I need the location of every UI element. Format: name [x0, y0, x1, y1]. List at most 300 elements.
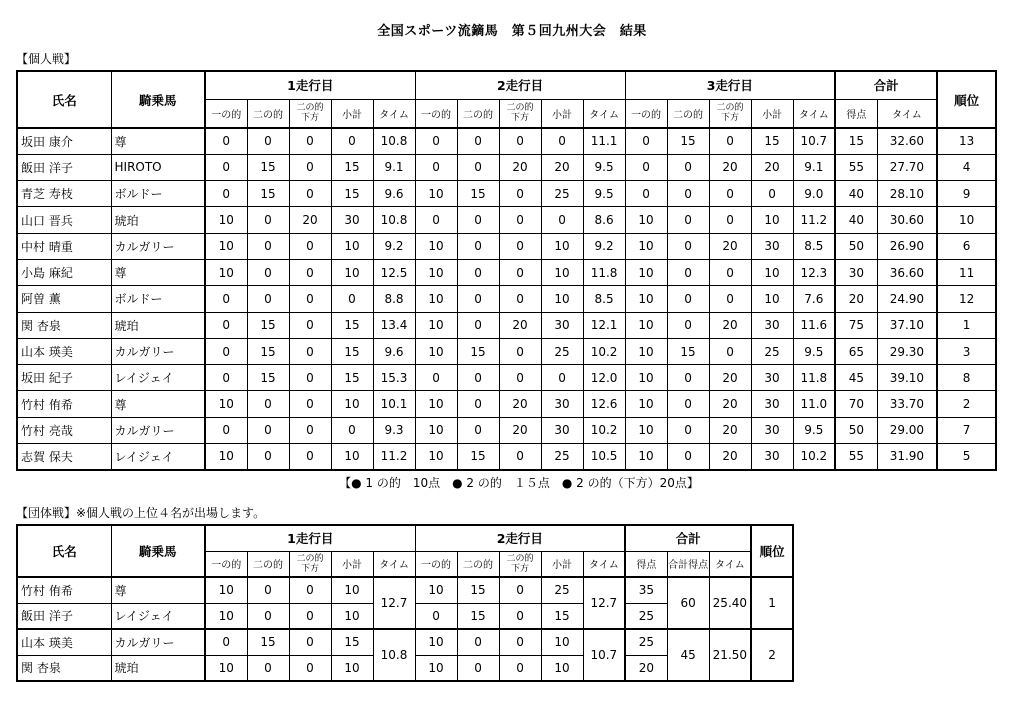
subheader-t2low-line1: 二の的 — [506, 553, 534, 564]
r2-target2-score: 15 — [457, 181, 499, 207]
rider-name: 小島 麻紀 — [17, 259, 111, 285]
team-subheader-t2: 二の的 — [247, 551, 289, 577]
r3-subtotal: 0 — [751, 181, 793, 207]
r1-target2-lower-score: 0 — [289, 603, 331, 629]
subheader-t2low-line1: 二の的 — [296, 553, 324, 564]
r1-target1-score: 0 — [205, 365, 247, 391]
ind-subheader-t2: 二の的 — [457, 99, 499, 128]
r3-subtotal: 30 — [751, 391, 793, 417]
ind-subheader-sub: 小計 — [541, 99, 583, 128]
r1-subtotal: 10 — [331, 655, 373, 681]
r1-subtotal: 15 — [331, 312, 373, 338]
r3-target2-lower-score: 20 — [709, 233, 751, 259]
table-row — [17, 207, 996, 233]
r1-subtotal: 15 — [331, 629, 373, 655]
horse-name: レイジェイ — [111, 365, 205, 391]
r1-subtotal: 0 — [331, 417, 373, 443]
r1-target1-score: 10 — [205, 391, 247, 417]
table-row — [17, 233, 996, 259]
r3-target1-score: 10 — [625, 444, 667, 470]
r3-subtotal: 30 — [751, 444, 793, 470]
r3-run-time: 8.5 — [793, 233, 835, 259]
r2-subtotal: 0 — [541, 128, 583, 154]
r2-run-time: 10.5 — [583, 444, 625, 470]
r2-target2-score: 0 — [457, 259, 499, 285]
rank: 12 — [937, 286, 996, 312]
r1-target2-lower-score: 0 — [289, 233, 331, 259]
ind-subheader-t1: 一の的 — [415, 99, 457, 128]
rank: 13 — [937, 128, 996, 154]
r3-target2-lower-score: 0 — [709, 338, 751, 364]
r1-target2-lower-score: 0 — [289, 629, 331, 655]
r1-target2-lower-score: 20 — [289, 207, 331, 233]
r2-subtotal: 25 — [541, 181, 583, 207]
r3-target1-score: 10 — [625, 259, 667, 285]
r2-subtotal: 10 — [541, 286, 583, 312]
r3-run-time: 9.0 — [793, 181, 835, 207]
r2-target2-score: 0 — [457, 417, 499, 443]
individual-results-table — [16, 70, 997, 471]
r1-target2-lower-score: 0 — [289, 128, 331, 154]
r2-target1-score: 10 — [415, 259, 457, 285]
page-title: 全国スポーツ流鏑馬 第５回九州大会 結果 — [377, 24, 647, 39]
r3-run-time: 10.2 — [793, 444, 835, 470]
r2-target2-lower-score: 0 — [499, 603, 541, 629]
r1-subtotal: 30 — [331, 207, 373, 233]
r3-target2-score: 0 — [667, 312, 709, 338]
ind-subheader-sub: 小計 — [751, 99, 793, 128]
r2-target1-score: 0 — [415, 154, 457, 180]
total-time: 31.90 — [877, 444, 937, 470]
rank: 3 — [937, 338, 996, 364]
header-run1: 1走行目 — [205, 71, 415, 99]
ind-subheader-sub: 小計 — [331, 99, 373, 128]
total-score: 40 — [835, 207, 877, 233]
r1-target1-score: 10 — [205, 603, 247, 629]
r3-target2-lower-score: 20 — [709, 312, 751, 338]
r3-target2-lower-score: 0 — [709, 259, 751, 285]
r1-target2-lower-score: 0 — [289, 365, 331, 391]
team-total-time: 25.40 — [709, 577, 751, 629]
rider-name: 飯田 洋子 — [17, 154, 111, 180]
rank: 2 — [937, 391, 996, 417]
r2-target2-lower-score: 0 — [499, 233, 541, 259]
r2-target2-lower-score: 0 — [499, 286, 541, 312]
r3-run-time: 7.6 — [793, 286, 835, 312]
r2-subtotal: 25 — [541, 577, 583, 603]
r2-target2-score: 0 — [457, 312, 499, 338]
subheader-t2low-line2: 下方 — [300, 113, 319, 124]
total-score: 30 — [835, 259, 877, 285]
r2-target2-score: 0 — [457, 128, 499, 154]
total-time: 24.90 — [877, 286, 937, 312]
rank: 11 — [937, 259, 996, 285]
ind-subheader-t2low — [709, 99, 751, 128]
r1-target2-lower-score: 0 — [289, 391, 331, 417]
r1-target2-score: 0 — [247, 259, 289, 285]
ind-subheader-score: 得点 — [835, 99, 877, 128]
r2-run-time: 10.2 — [583, 338, 625, 364]
r2-target1-score: 10 — [415, 629, 457, 655]
r3-run-time: 11.0 — [793, 391, 835, 417]
r1-subtotal: 15 — [331, 365, 373, 391]
r3-target1-score: 10 — [625, 233, 667, 259]
scoring-legend: 【● 1 の的 10点 ● 2 の的 １５点 ● 2 の的（下方）20点】 — [339, 476, 699, 490]
r2-target2-lower-score: 0 — [499, 128, 541, 154]
r3-subtotal: 10 — [751, 286, 793, 312]
r1-run-time: 8.8 — [373, 286, 415, 312]
team-subheader-time: タイム — [373, 551, 415, 577]
r3-run-time: 11.2 — [793, 207, 835, 233]
table-row — [17, 128, 996, 154]
r1-subtotal: 10 — [331, 233, 373, 259]
r1-run-time: 9.6 — [373, 338, 415, 364]
horse-name: レイジェイ — [111, 603, 205, 629]
table-row — [17, 391, 996, 417]
member-score: 35 — [625, 577, 667, 603]
team-subheader-t2low — [289, 551, 331, 577]
r1-target1-score: 10 — [205, 655, 247, 681]
r2-run-time: 11.1 — [583, 128, 625, 154]
total-time: 32.60 — [877, 128, 937, 154]
horse-name: 尊 — [111, 259, 205, 285]
r2-run-time: 8.6 — [583, 207, 625, 233]
table-row — [17, 312, 996, 338]
r3-target2-score: 0 — [667, 444, 709, 470]
r2-subtotal: 30 — [541, 417, 583, 443]
r1-run-time: 12.5 — [373, 259, 415, 285]
team-total-time: 21.50 — [709, 629, 751, 681]
r2-team-time: 10.7 — [583, 629, 625, 681]
r1-subtotal: 10 — [331, 577, 373, 603]
team-subheader-sub: 小計 — [331, 551, 373, 577]
total-time: 33.70 — [877, 391, 937, 417]
r2-run-time: 12.1 — [583, 312, 625, 338]
table-row — [17, 629, 793, 655]
team-results-table — [16, 524, 794, 682]
rank: 1 — [937, 312, 996, 338]
r1-target2-score: 15 — [247, 365, 289, 391]
r2-target2-lower-score: 0 — [499, 655, 541, 681]
rider-name: 山口 晋兵 — [17, 207, 111, 233]
r2-team-time: 12.7 — [583, 577, 625, 629]
r2-target2-score: 0 — [457, 154, 499, 180]
team-section-label: 【団体戦】※個人戦の上位４名が出場します。 — [16, 506, 266, 520]
header-rank: 順位 — [937, 71, 996, 128]
r2-target2-lower-score: 20 — [499, 417, 541, 443]
team-subheader-t1: 一の的 — [205, 551, 247, 577]
subheader-t2low-line2: 下方 — [300, 563, 319, 574]
r1-subtotal: 15 — [331, 154, 373, 180]
r2-subtotal: 10 — [541, 259, 583, 285]
r1-target2-score: 0 — [247, 128, 289, 154]
table-row — [17, 444, 996, 470]
rider-name: 中村 晴重 — [17, 233, 111, 259]
total-time: 30.60 — [877, 207, 937, 233]
table-row — [17, 577, 793, 603]
r1-run-time: 13.4 — [373, 312, 415, 338]
r3-target2-lower-score: 20 — [709, 391, 751, 417]
r3-subtotal: 30 — [751, 417, 793, 443]
r3-target1-score: 10 — [625, 365, 667, 391]
r1-team-time: 10.8 — [373, 629, 415, 681]
r2-target1-score: 10 — [415, 391, 457, 417]
team-subheader-sub: 小計 — [541, 551, 583, 577]
r3-target1-score: 0 — [625, 128, 667, 154]
header-name: 氏名 — [17, 71, 111, 128]
team-header-rank: 順位 — [751, 525, 793, 577]
r3-target2-score: 0 — [667, 181, 709, 207]
r3-target2-score: 0 — [667, 259, 709, 285]
r2-target2-lower-score: 0 — [499, 365, 541, 391]
r2-target2-score: 15 — [457, 603, 499, 629]
r2-target2-lower-score: 0 — [499, 577, 541, 603]
horse-name: カルガリー — [111, 233, 205, 259]
table-row — [17, 181, 996, 207]
team-header-name: 氏名 — [17, 525, 111, 577]
r3-target1-score: 10 — [625, 338, 667, 364]
team-header-run1: 1走行目 — [205, 525, 415, 551]
rider-name: 坂田 紀子 — [17, 365, 111, 391]
r2-subtotal: 25 — [541, 338, 583, 364]
table-row — [17, 286, 996, 312]
team-rank: 1 — [751, 577, 793, 629]
team-header-horse: 騎乗馬 — [111, 525, 205, 577]
r2-run-time: 9.5 — [583, 181, 625, 207]
r1-target2-score: 15 — [247, 312, 289, 338]
r3-subtotal: 30 — [751, 312, 793, 338]
r1-target2-lower-score: 0 — [289, 577, 331, 603]
r3-run-time: 10.7 — [793, 128, 835, 154]
horse-name: レイジェイ — [111, 444, 205, 470]
r1-target2-lower-score: 0 — [289, 259, 331, 285]
r3-target2-score: 0 — [667, 233, 709, 259]
table-row — [17, 417, 996, 443]
ind-subheader-time: タイム — [793, 99, 835, 128]
horse-name: カルガリー — [111, 629, 205, 655]
total-time: 39.10 — [877, 365, 937, 391]
r1-target2-score: 0 — [247, 286, 289, 312]
r3-subtotal: 10 — [751, 259, 793, 285]
team-total-score: 60 — [667, 577, 709, 629]
individual-section-label: 【個人戦】 — [16, 52, 77, 66]
r1-target2-score: 15 — [247, 181, 289, 207]
r1-target2-score: 0 — [247, 233, 289, 259]
r2-run-time: 11.8 — [583, 259, 625, 285]
team-header-total: 合計 — [625, 525, 751, 551]
r2-target2-score: 0 — [457, 655, 499, 681]
r1-target2-score: 15 — [247, 154, 289, 180]
total-score: 55 — [835, 154, 877, 180]
horse-name: カルガリー — [111, 338, 205, 364]
horse-name: ボルドー — [111, 286, 205, 312]
team-total-score: 45 — [667, 629, 709, 681]
total-score: 20 — [835, 286, 877, 312]
rank: 4 — [937, 154, 996, 180]
r1-target1-score: 10 — [205, 233, 247, 259]
r1-run-time: 9.6 — [373, 181, 415, 207]
r3-target2-score: 15 — [667, 338, 709, 364]
subheader-t2low-line2: 下方 — [721, 113, 740, 124]
header-run2: 2走行目 — [415, 71, 625, 99]
r3-target1-score: 10 — [625, 312, 667, 338]
r1-target2-score: 0 — [247, 444, 289, 470]
total-score: 55 — [835, 444, 877, 470]
r1-target2-score: 0 — [247, 603, 289, 629]
team-rank: 2 — [751, 629, 793, 681]
r1-target2-lower-score: 0 — [289, 417, 331, 443]
table-row — [17, 338, 996, 364]
rank: 9 — [937, 181, 996, 207]
r1-target2-score: 15 — [247, 629, 289, 655]
r1-run-time: 10.1 — [373, 391, 415, 417]
ind-subheader-t2low — [289, 99, 331, 128]
rider-name: 坂田 康介 — [17, 128, 111, 154]
r2-target2-lower-score: 0 — [499, 181, 541, 207]
ind-subheader-time: タイム — [373, 99, 415, 128]
ind-subheader-ttime: タイム — [877, 99, 937, 128]
r2-subtotal: 0 — [541, 207, 583, 233]
r2-target1-score: 0 — [415, 207, 457, 233]
r1-run-time: 15.3 — [373, 365, 415, 391]
subheader-t2low-line2: 下方 — [511, 113, 530, 124]
r2-target1-score: 10 — [415, 417, 457, 443]
subheader-t2low-line1: 二の的 — [296, 103, 324, 114]
team-subheader-score: 得点 — [625, 551, 667, 577]
r1-target2-lower-score: 0 — [289, 312, 331, 338]
r1-target2-score: 0 — [247, 417, 289, 443]
r1-target2-score: 0 — [247, 655, 289, 681]
r1-subtotal: 10 — [331, 259, 373, 285]
team-subheader-ttime: タイム — [709, 551, 751, 577]
rider-name: 山本 瑛美 — [17, 338, 111, 364]
subheader-t2low-line1: 二の的 — [506, 103, 534, 114]
r2-run-time: 9.2 — [583, 233, 625, 259]
r3-target2-score: 0 — [667, 417, 709, 443]
r2-target2-lower-score: 0 — [499, 444, 541, 470]
r3-target2-score: 0 — [667, 391, 709, 417]
header-horse: 騎乗馬 — [111, 71, 205, 128]
r2-target2-score: 15 — [457, 577, 499, 603]
r2-target2-score: 0 — [457, 233, 499, 259]
horse-name: ボルドー — [111, 181, 205, 207]
r2-target2-lower-score: 0 — [499, 207, 541, 233]
r2-target1-score: 10 — [415, 312, 457, 338]
r2-target1-score: 10 — [415, 444, 457, 470]
r2-target1-score: 10 — [415, 577, 457, 603]
r2-subtotal: 10 — [541, 233, 583, 259]
r1-subtotal: 15 — [331, 338, 373, 364]
total-score: 45 — [835, 365, 877, 391]
ind-subheader-time: タイム — [583, 99, 625, 128]
r1-subtotal: 10 — [331, 391, 373, 417]
ind-subheader-t1: 一の的 — [625, 99, 667, 128]
total-time: 37.10 — [877, 312, 937, 338]
horse-name: HIROTO — [111, 154, 205, 180]
subheader-t2low-line2: 下方 — [511, 563, 530, 574]
r2-target2-lower-score: 20 — [499, 312, 541, 338]
r3-target1-score: 10 — [625, 207, 667, 233]
r1-target2-lower-score: 0 — [289, 181, 331, 207]
table-row — [17, 154, 996, 180]
r3-run-time: 12.3 — [793, 259, 835, 285]
r2-target2-lower-score: 20 — [499, 154, 541, 180]
r2-run-time: 12.0 — [583, 365, 625, 391]
r2-subtotal: 15 — [541, 603, 583, 629]
team-subheader-t2low — [499, 551, 541, 577]
r2-target2-score: 0 — [457, 629, 499, 655]
table-row — [17, 259, 996, 285]
r3-target2-lower-score: 0 — [709, 181, 751, 207]
r3-target1-score: 10 — [625, 286, 667, 312]
r2-run-time: 10.2 — [583, 417, 625, 443]
r1-run-time: 11.2 — [373, 444, 415, 470]
rider-name: 関 杏泉 — [17, 655, 111, 681]
r2-subtotal: 25 — [541, 444, 583, 470]
r1-target1-score: 10 — [205, 207, 247, 233]
total-time: 36.60 — [877, 259, 937, 285]
total-time: 28.10 — [877, 181, 937, 207]
r2-target1-score: 10 — [415, 181, 457, 207]
r1-target1-score: 0 — [205, 338, 247, 364]
team-subheader-time: タイム — [583, 551, 625, 577]
r1-target1-score: 10 — [205, 444, 247, 470]
r3-run-time: 11.8 — [793, 365, 835, 391]
r1-run-time: 10.8 — [373, 128, 415, 154]
subheader-t2low-line1: 二の的 — [716, 103, 744, 114]
r3-target1-score: 0 — [625, 154, 667, 180]
r1-run-time: 9.1 — [373, 154, 415, 180]
r2-target1-score: 0 — [415, 128, 457, 154]
member-score: 25 — [625, 629, 667, 655]
total-score: 40 — [835, 181, 877, 207]
r3-target2-lower-score: 20 — [709, 154, 751, 180]
r1-target1-score: 10 — [205, 577, 247, 603]
r3-target1-score: 10 — [625, 417, 667, 443]
r3-target2-lower-score: 20 — [709, 365, 751, 391]
r3-target1-score: 10 — [625, 391, 667, 417]
r3-target1-score: 0 — [625, 181, 667, 207]
r2-subtotal: 30 — [541, 391, 583, 417]
total-score: 70 — [835, 391, 877, 417]
r3-run-time: 11.6 — [793, 312, 835, 338]
r3-target2-lower-score: 0 — [709, 207, 751, 233]
r3-target2-score: 0 — [667, 207, 709, 233]
r3-target2-score: 0 — [667, 154, 709, 180]
r2-run-time: 12.6 — [583, 391, 625, 417]
rank: 10 — [937, 207, 996, 233]
r2-target2-lower-score: 20 — [499, 391, 541, 417]
rank: 7 — [937, 417, 996, 443]
r1-target2-score: 0 — [247, 207, 289, 233]
r1-target1-score: 0 — [205, 181, 247, 207]
horse-name: 琥珀 — [111, 207, 205, 233]
rider-name: 山本 瑛美 — [17, 629, 111, 655]
r1-subtotal: 0 — [331, 286, 373, 312]
r3-subtotal: 30 — [751, 365, 793, 391]
rider-name: 竹村 亮哉 — [17, 417, 111, 443]
r1-subtotal: 10 — [331, 603, 373, 629]
r3-target2-lower-score: 20 — [709, 444, 751, 470]
r1-target1-score: 0 — [205, 286, 247, 312]
r1-target2-score: 0 — [247, 577, 289, 603]
r3-subtotal: 20 — [751, 154, 793, 180]
horse-name: 琥珀 — [111, 655, 205, 681]
total-score: 75 — [835, 312, 877, 338]
ind-subheader-t1: 一の的 — [205, 99, 247, 128]
r3-subtotal: 15 — [751, 128, 793, 154]
r1-target1-score: 0 — [205, 128, 247, 154]
